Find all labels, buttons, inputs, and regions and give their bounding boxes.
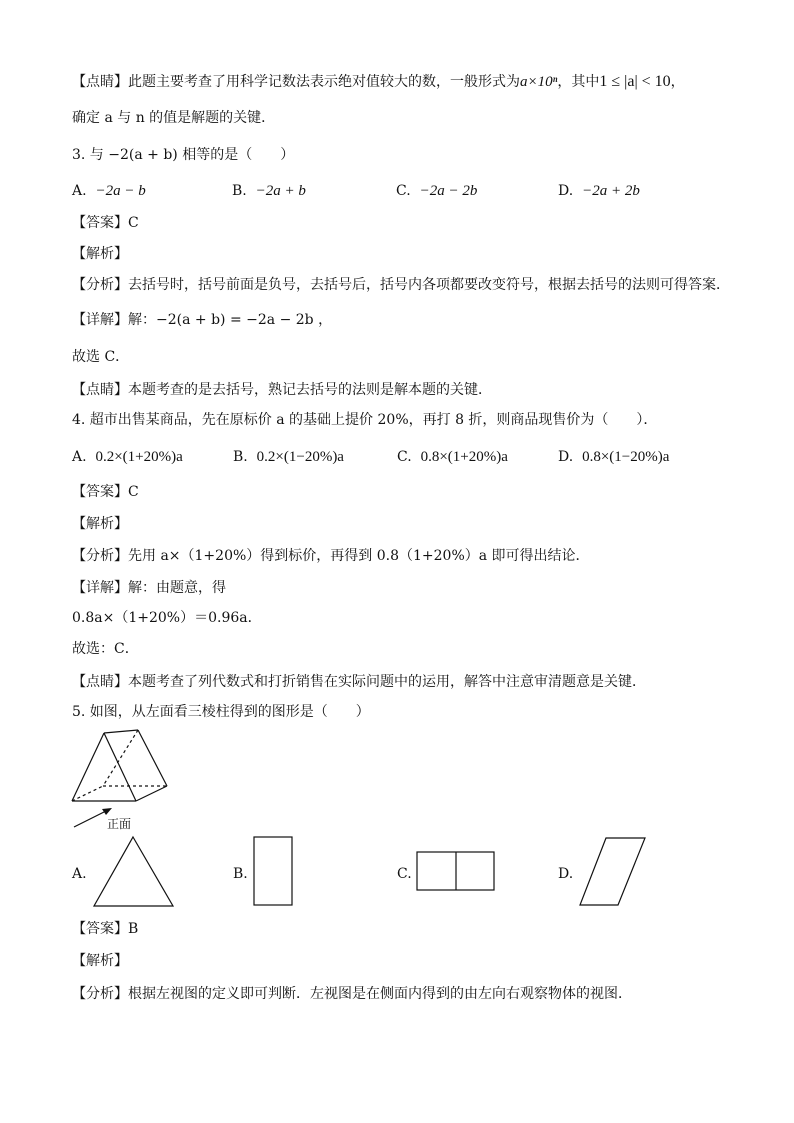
q5-option-b-letter: B. xyxy=(233,866,248,882)
q3-guxuan: 故选 C． xyxy=(72,349,130,365)
dianjing-line-2: 确定 a 与 n 的值是解题的关键． xyxy=(72,110,276,126)
prism-top-ridge xyxy=(104,730,138,733)
q3-option-d xyxy=(558,181,640,201)
q3-option-a xyxy=(72,181,146,201)
q3-option-b xyxy=(232,181,306,201)
option-letter: B. xyxy=(233,449,248,465)
prism-back-right-edge xyxy=(138,730,167,786)
q5-option-d-letter: D. xyxy=(558,866,574,882)
option-letter: B. xyxy=(232,183,247,199)
q3-jiexi: 【解析】 xyxy=(72,246,128,262)
dianjing-text-b: ，其中 xyxy=(557,74,600,90)
q3-option-c xyxy=(396,181,477,201)
tall-rectangle-shape xyxy=(253,836,295,908)
prism-bottom-right-edge xyxy=(136,786,167,801)
prism-hidden-back-left xyxy=(103,730,138,786)
q5-option-c-letter: C. xyxy=(397,866,412,882)
prism-front-left-edge xyxy=(72,733,104,801)
q5-option-a-letter: A. xyxy=(72,866,87,882)
dianjing-text: 此题主要考查了用科学记数法表示绝对值较大的数，一般形式为 xyxy=(128,74,520,90)
q5-answer: 【答案】B xyxy=(72,921,139,937)
q4-option-a xyxy=(72,447,183,467)
q4-calc: 0.8a×（1+20%）＝0.96a． xyxy=(72,610,262,626)
q5-stem: 5. 如图，从左面看三棱柱得到的图形是（ ） xyxy=(72,704,370,720)
option-letter: D. xyxy=(558,449,574,465)
option-letter: D. xyxy=(558,183,574,199)
option-letter: A. xyxy=(72,449,87,465)
q4-answer: 【答案】C xyxy=(72,484,139,500)
dianjing-text-c: ， xyxy=(670,74,685,90)
option-text: 0.8×(1−20%)a xyxy=(582,449,670,465)
q3-xiangjie: 【详解】解：−2(a + b) = −2a − 2b ， xyxy=(72,312,333,328)
q4-option-b xyxy=(233,447,344,467)
triangle-shape xyxy=(92,835,176,909)
option-letter: A. xyxy=(72,183,87,199)
option-text: −2a + 2b xyxy=(582,183,640,199)
q5-fenxi: 【分析】根据左视图的定义即可判断．左视图是在侧面内得到的由左向右观察物体的视图． xyxy=(72,986,632,1002)
q3-fenxi: 【分析】去括号时，括号前面是负号，去括号后，括号内各项都要改变符号，根据去括号的法则可得答案． xyxy=(72,277,730,293)
q3-stem: 3. 与 −2(a + b) 相等的是（ ） xyxy=(72,147,295,163)
parallelogram-shape xyxy=(578,836,648,908)
option-text: 0.8×(1+20%)a xyxy=(420,449,508,465)
option-text: −2a − 2b xyxy=(419,183,478,199)
front-label: 正面 xyxy=(107,817,132,831)
q4-option-c xyxy=(397,447,508,467)
dianjing-tag: 【点睛】 xyxy=(72,74,128,90)
option-text: −2a + b xyxy=(255,183,306,199)
q4-jiexi: 【解析】 xyxy=(72,516,128,532)
option-text: 0.2×(1+20%)a xyxy=(95,449,183,465)
q3-dianjing: 【点睛】本题考查的是去括号，熟记去括号的法则是解本题的关键． xyxy=(72,382,492,398)
range-formula: 1 ≤ |a| < 10 xyxy=(599,73,671,90)
option-letter: C. xyxy=(396,183,411,199)
split-rectangle-shape xyxy=(416,851,496,893)
q4-option-d xyxy=(558,447,669,467)
option-letter: C. xyxy=(397,449,412,465)
q4-fenxi: 【分析】先用 a×（1+20%）得到标价，再得到 0.8（1+20%）a 即可得出结论． xyxy=(72,548,590,564)
q4-stem: 4. 超市出售某商品，先在原标价 a 的基础上提价 20%，再打 8 折，则商品现售价为（ ）． xyxy=(72,412,658,428)
q4-xiangjie: 【详解】解：由题意，得 xyxy=(72,580,226,596)
prism-hidden-bottom-left xyxy=(72,786,103,801)
q4-guxuan: 故选：C． xyxy=(72,641,139,657)
q5-jiexi: 【解析】 xyxy=(72,953,128,969)
q4-dianjing: 【点睛】本题考查了列代数式和打折销售在实际问题中的运用，解答中注意审清题意是关键． xyxy=(72,674,646,690)
front-arrow-line xyxy=(74,810,108,827)
prism-front-right-edge xyxy=(104,733,136,801)
option-text: −2a − b xyxy=(95,183,146,199)
sci-notation-formula: a×10ⁿ xyxy=(520,74,558,90)
dianjing-line-1 xyxy=(72,72,685,92)
prism-figure xyxy=(66,725,206,835)
q3-answer: 【答案】C xyxy=(72,215,139,231)
option-text: 0.2×(1−20%)a xyxy=(256,449,344,465)
